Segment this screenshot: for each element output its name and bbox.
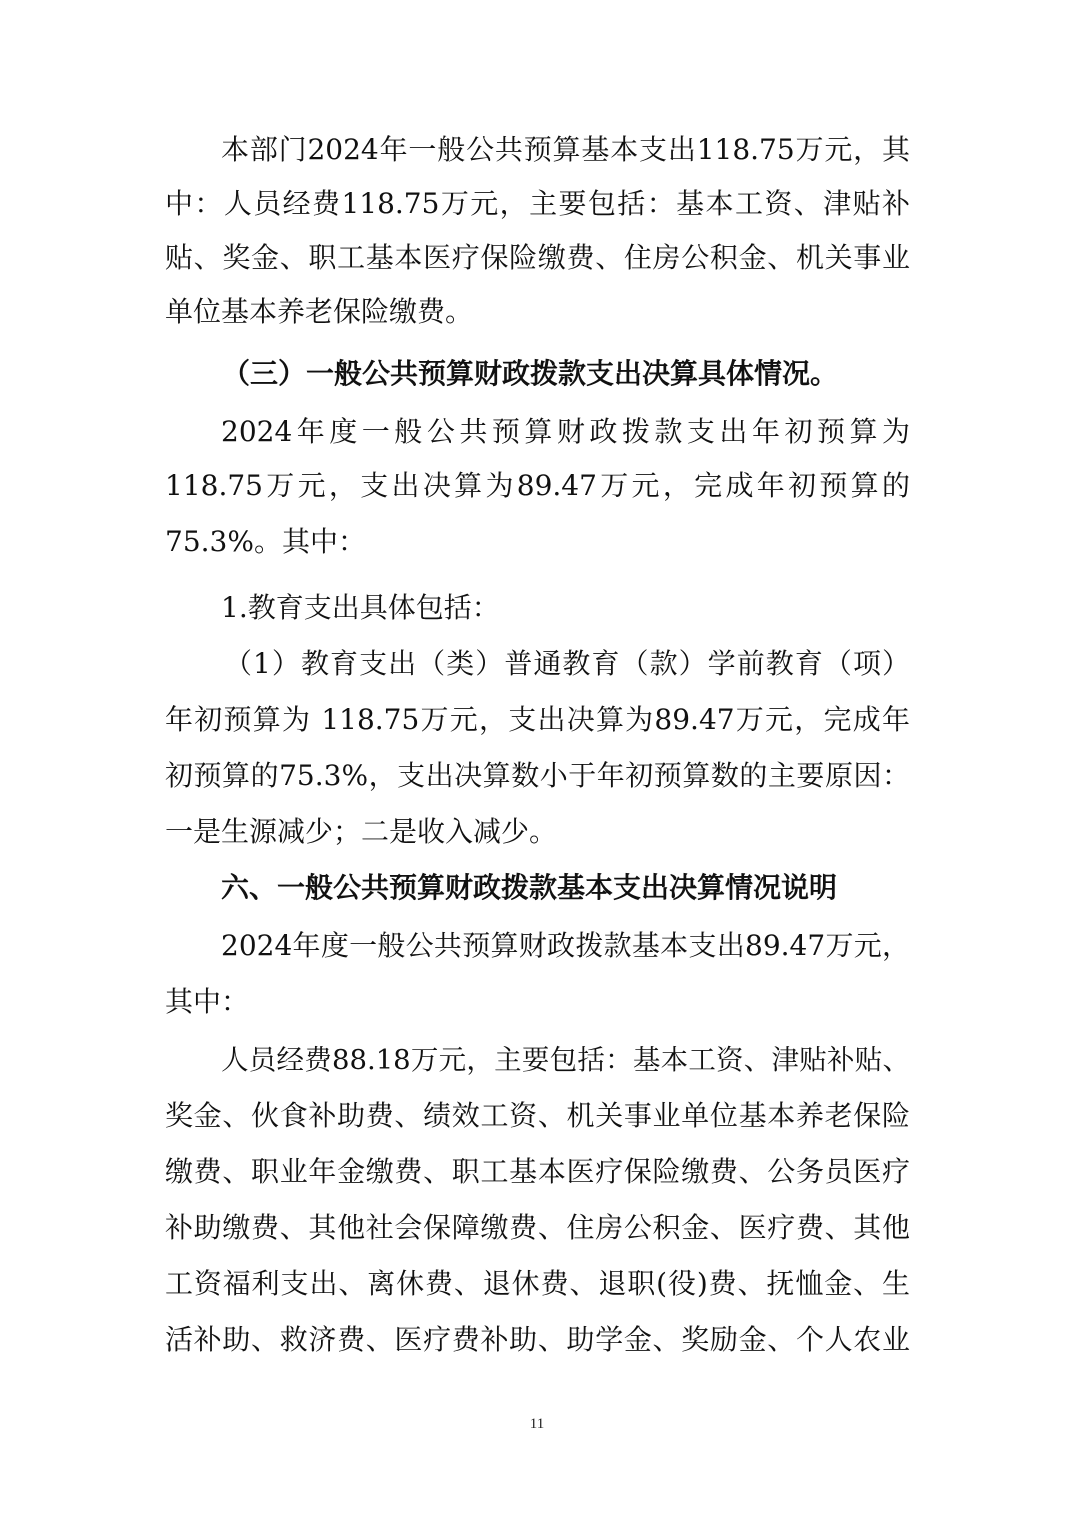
body-text-line: 缴费、职业年金缴费、职工基本医疗保险缴费、公务员医疗 xyxy=(165,1155,910,1188)
subsection-heading: （三）一般公共预算财政拨款支出决算具体情况。 xyxy=(222,357,839,390)
body-text-line: 工资福利支出、离休费、退休费、退职(役)费、抚恤金、生 xyxy=(165,1267,910,1300)
body-text-line: 人员经费88.18万元，主要包括：基本工资、津贴补贴、 xyxy=(221,1044,910,1076)
body-text-line: 单位基本养老保险缴费。 xyxy=(165,295,474,328)
body-text-line: 中：人员经费118.75万元，主要包括：基本工资、津贴补 xyxy=(165,187,910,220)
page-number: 11 xyxy=(529,1416,545,1432)
body-text-line: 2024年度一般公共预算财政拨款基本支出89.47万元， xyxy=(221,929,910,962)
section-heading: 六、一般公共预算财政拨款基本支出决算情况说明 xyxy=(221,871,838,904)
body-text-line: 奖金、伙食补助费、绩效工资、机关事业单位基本养老保险 xyxy=(165,1099,910,1132)
body-text-line: （1）教育支出（类）普通教育（款）学前教育（项） xyxy=(224,647,910,680)
body-text-line: 贴、奖金、职工基本医疗保险缴费、住房公积金、机关事业 xyxy=(165,241,910,274)
body-text-line: 活补助、救济费、医疗费补助、助学金、奖励金、个人农业 xyxy=(165,1323,910,1356)
body-text-line: 本部门2024年一般公共预算基本支出118.75万元，其 xyxy=(221,133,910,166)
body-text-line: 75.3%。其中： xyxy=(165,525,366,558)
body-text-line: 年初预算为 118.75万元，支出决算为89.47万元，完成年 xyxy=(165,703,910,736)
list-item-heading: 1.教育支出具体包括： xyxy=(221,591,500,624)
body-text-line: 补助缴费、其他社会保障缴费、住房公积金、医疗费、其他 xyxy=(165,1211,910,1244)
body-text-line: 其中： xyxy=(165,985,250,1018)
body-text-line: 2024年度一般公共预算财政拨款支出年初预算为 xyxy=(221,415,910,448)
body-text-line: 118.75万元，支出决算为89.47万元，完成年初预算的 xyxy=(165,469,910,502)
body-text-line: 初预算的75.3%，支出决算数小于年初预算数的主要原因： xyxy=(165,759,910,792)
body-text-line: 一是生源减少；二是收入减少。 xyxy=(165,815,558,848)
